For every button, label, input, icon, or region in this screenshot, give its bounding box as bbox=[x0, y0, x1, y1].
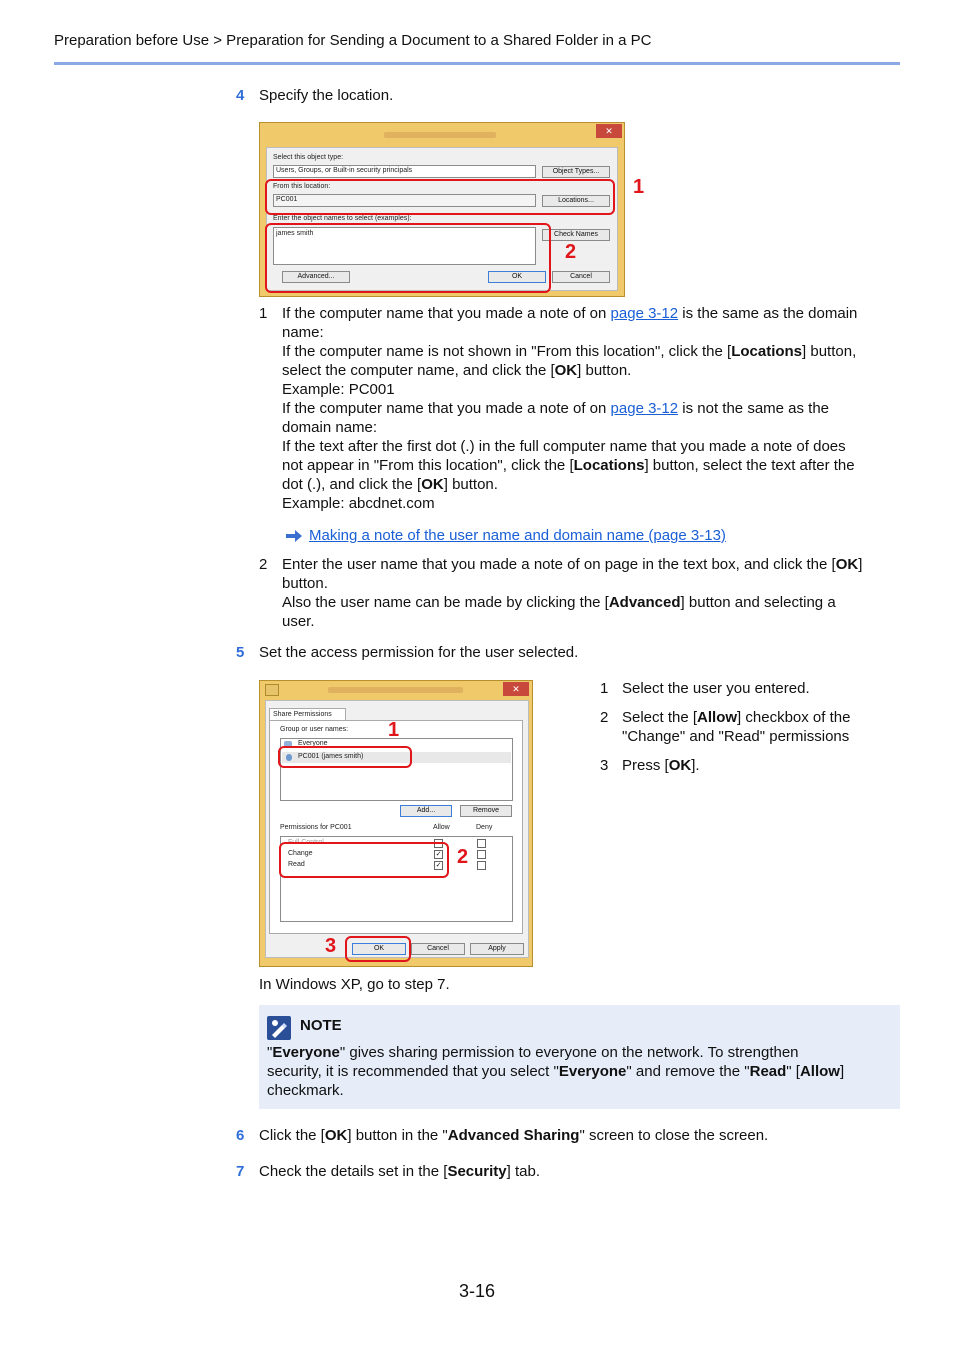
item-1-line: If the computer name is not shown in "From this location", click the [Locations] button, bbox=[282, 343, 857, 360]
close-icon[interactable]: ✕ bbox=[503, 682, 529, 696]
item-1-line: select the computer name, and click the [OK] button. bbox=[282, 362, 632, 379]
perm-change: Change bbox=[288, 850, 313, 857]
page-link[interactable]: page 3-12 bbox=[610, 400, 679, 417]
highlight-names bbox=[265, 223, 551, 293]
location-label: From this location: bbox=[273, 183, 331, 190]
highlight-location bbox=[265, 179, 615, 215]
read-allow-checkbox[interactable]: ✓ bbox=[435, 862, 442, 869]
step-5-list bbox=[600, 679, 900, 775]
highlight-permissions bbox=[279, 842, 449, 878]
remove-button[interactable]: Remove bbox=[460, 805, 512, 817]
callout-1: 1 bbox=[388, 719, 400, 741]
ok-button[interactable]: OK bbox=[488, 271, 546, 283]
item-1-line: If the computer name that you made a note of on page 3-12 is the same as the domain bbox=[282, 305, 858, 322]
location-value: PC001 bbox=[276, 196, 298, 203]
item-1-line: If the computer name that you made a note of on page 3-12 is not the same as the bbox=[282, 400, 830, 417]
dialog-title-blurred bbox=[384, 132, 496, 138]
permissions-label: Permissions for PC001 bbox=[280, 824, 352, 831]
step-4-text: Specify the location. bbox=[259, 87, 394, 104]
group-label: Group or user names: bbox=[280, 726, 349, 733]
note-box bbox=[259, 1005, 900, 1109]
object-type-value: Users, Groups, or Built-in security principals bbox=[276, 167, 413, 174]
select-type-label: Select this object type: bbox=[273, 154, 344, 161]
step-7-text: Check the details set in the [Security] tab. bbox=[259, 1163, 540, 1180]
arrow-right-icon bbox=[286, 529, 302, 546]
page-link[interactable]: page 3-12 bbox=[610, 305, 679, 322]
dialog-title-blurred bbox=[328, 687, 463, 693]
callout-2: 2 bbox=[565, 241, 577, 263]
full-control-deny-checkbox[interactable] bbox=[477, 839, 486, 848]
list-item: 2 Select the [Allow] checkbox of the "Change" and "Read" permissions bbox=[600, 709, 851, 745]
item-1-line: domain name: bbox=[282, 419, 378, 436]
note-icon bbox=[267, 1016, 291, 1040]
item-2-number: 2 bbox=[259, 556, 268, 573]
note-text: "Everyone" gives sharing permission to everyone on the network. To strengthen security, it is recommended that you select "Everyone" and remove the "Read" [Allow] checkmark. bbox=[267, 1044, 845, 1099]
item-2-line: button. bbox=[282, 575, 328, 592]
user-pc001[interactable]: PC001 (james smith) bbox=[298, 753, 364, 760]
deny-column: Deny bbox=[476, 824, 493, 831]
item-1-line: not appear in "From this location", click the [Locations] button, select the text after the bbox=[282, 457, 855, 474]
ok-button[interactable]: OK bbox=[352, 943, 406, 955]
read-deny-checkbox[interactable] bbox=[477, 861, 486, 870]
perm-full-control: Full Control bbox=[288, 839, 324, 846]
header-rule bbox=[54, 62, 900, 65]
allow-column: Allow bbox=[433, 824, 450, 831]
tab-share-permissions[interactable]: Share Permissions bbox=[269, 708, 346, 720]
breadcrumb: Preparation before Use > Preparation for Sending a Document to a Shared Folder in a PC bbox=[54, 32, 652, 49]
highlight-ok bbox=[345, 936, 411, 962]
reference-link[interactable]: Making a note of the user name and domain name (page 3-13) bbox=[309, 527, 726, 544]
folder-icon bbox=[265, 684, 279, 696]
callout-2: 2 bbox=[457, 846, 469, 868]
callout-3: 3 bbox=[325, 935, 337, 957]
names-value: james smith bbox=[276, 230, 314, 237]
step-6-text: Click the [OK] button in the "Advanced Sharing" screen to close the screen. bbox=[259, 1127, 769, 1144]
change-allow-checkbox[interactable]: ✓ bbox=[435, 851, 442, 858]
names-label: Enter the object names to select (examples): bbox=[273, 215, 412, 222]
highlight-user bbox=[278, 746, 412, 768]
add-button[interactable]: Add... bbox=[400, 805, 452, 817]
item-1-line: Example: abcdnet.com bbox=[282, 495, 435, 512]
xp-note: In Windows XP, go to step 7. bbox=[259, 976, 450, 993]
step-5-number: 5 bbox=[236, 644, 245, 661]
user-everyone[interactable]: Everyone bbox=[298, 740, 328, 747]
locations-button[interactable]: Locations... bbox=[542, 195, 610, 207]
page-number: 3-16 bbox=[458, 1281, 496, 1301]
step-4-item-2 bbox=[259, 555, 899, 631]
cancel-button[interactable]: Cancel bbox=[552, 271, 610, 283]
cancel-button[interactable]: Cancel bbox=[411, 943, 465, 955]
advanced-button[interactable]: Advanced... bbox=[282, 271, 350, 283]
step-6-number: 6 bbox=[236, 1127, 245, 1144]
item-1-line: Example: PC001 bbox=[282, 381, 395, 398]
perm-read: Read bbox=[288, 861, 305, 868]
item-1-line: If the text after the first dot (.) in the full computer name that you made a note of does bbox=[282, 438, 846, 455]
change-deny-checkbox[interactable] bbox=[477, 850, 486, 859]
object-type-field[interactable] bbox=[273, 165, 536, 178]
step-7-number: 7 bbox=[236, 1163, 245, 1180]
callout-1: 1 bbox=[633, 176, 645, 198]
apply-button[interactable]: Apply bbox=[470, 943, 524, 955]
step-4-item-1 bbox=[259, 304, 899, 513]
item-1-number: 1 bbox=[259, 305, 268, 322]
step-4-number: 4 bbox=[236, 87, 245, 104]
object-types-button[interactable]: Object Types... bbox=[542, 166, 610, 178]
item-1-line: name: bbox=[282, 324, 324, 341]
item-2-line: Also the user name can be made by clicking the [Advanced] button and selecting a bbox=[282, 594, 836, 611]
item-1-line: dot (.), and click the [OK] button. bbox=[282, 476, 498, 493]
item-2-line: Enter the user name that you made a note of on page in the text box, and click the [OK] bbox=[282, 556, 863, 573]
close-icon[interactable]: ✕ bbox=[596, 124, 622, 138]
item-2-line: user. bbox=[282, 613, 315, 630]
list-item: 1 Select the user you entered. bbox=[600, 680, 810, 697]
check-names-button[interactable]: Check Names bbox=[542, 229, 610, 241]
note-title: NOTE bbox=[300, 1017, 342, 1034]
list-item: 3 Press [OK]. bbox=[600, 757, 700, 774]
step-5-text: Set the access permission for the user selected. bbox=[259, 644, 579, 661]
